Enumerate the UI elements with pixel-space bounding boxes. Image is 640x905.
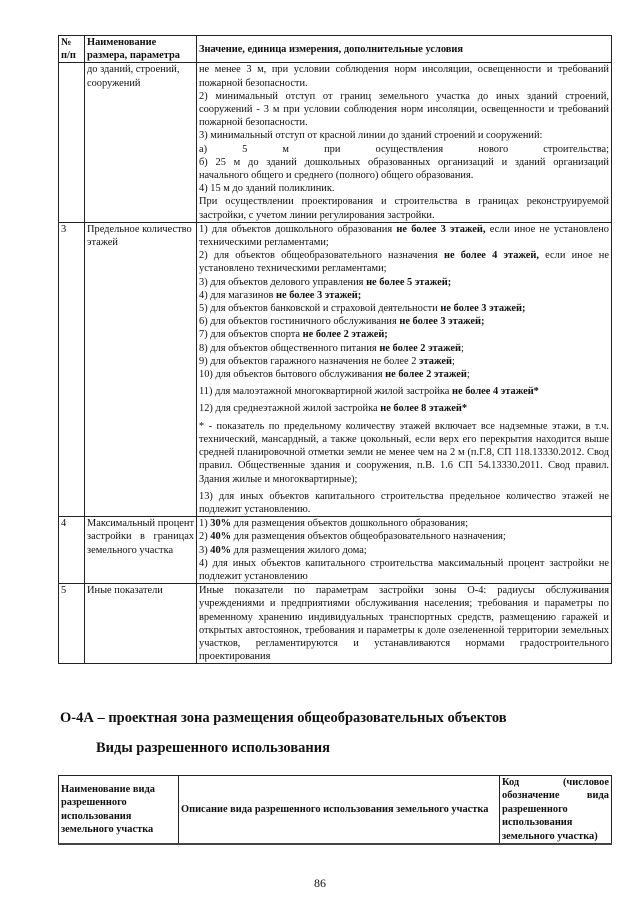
value-item [199, 517, 609, 530]
bold-value: не более 2 этажей; [302, 329, 388, 341]
item-text: 1) [199, 518, 211, 530]
row-num: 4 [59, 517, 85, 584]
item-text: для размещения объектов дошкольного образования; [231, 518, 469, 530]
header-num: № п/п [59, 36, 85, 63]
row-num: 5 [59, 584, 85, 664]
table-row [59, 222, 612, 516]
item-text: если иное не установлено техническими регламентами; [199, 223, 609, 249]
item-text: 8) для объектов общественного питания [199, 342, 380, 354]
item-text: 6) для объектов гостиничного обслуживания [199, 316, 400, 328]
bold-value: этажей [419, 355, 452, 367]
item-text: если иное не установлено техническими регламентами; [199, 250, 609, 275]
item-text: 10) для объектов бытового обслуживания [199, 369, 386, 381]
section-subheading: Виды разрешенного использования [96, 740, 330, 756]
table-row [59, 63, 612, 222]
value-item [199, 328, 609, 341]
value-item [199, 530, 609, 543]
row-value [197, 63, 612, 222]
permitted-use-table [58, 775, 612, 845]
item-text: 5) для объектов банковской и страховой деятельности [199, 303, 441, 315]
table-row [59, 517, 612, 584]
item-text: 4) для иных объектов капитального строительства максимальный процент застройки не подлежит установлению [199, 557, 609, 582]
item-text: 12) для среднеэтажной жилой застройка [199, 403, 381, 415]
footnote: * - показатель по предельному количеству этажей включает все надземные этажи, в т.ч. технический, мансардный, а также цокольный, если верх его перекрытия находится выше средней планировочной отметки земли не менее чем на 2 м (п.Г.8, СП 118.13330.2012. Свод правил. Общественные здания и сооружения, п.В. 1.6 СП 54.13330.2011. Свод правил. Здания жилые и многоквартирные); [199, 420, 609, 485]
row-name: Предельное количество этажей [85, 222, 197, 516]
bold-value: не более 2 этажей [379, 342, 461, 354]
row-value [197, 222, 612, 516]
bold-value: не более 3 этажей; [399, 316, 485, 328]
header-use-name: Наименование вида разрешенного использования земельного участка [59, 776, 179, 845]
value-item [199, 289, 609, 302]
value-line: 3) минимальный отступ от красной линии до зданий строений и сооружений: [199, 130, 543, 142]
value-item: 13) для иных объектов капитального строительства предельное количество этажей не подлежит установлению. [199, 490, 609, 515]
item-text: 9) для объектов гаражного назначения не более 2 [199, 355, 420, 367]
row-name: до зданий, строений, сооружений [85, 63, 197, 222]
value-line: 2) минимальный отступ от границ земельного участка до иных зданий строений, сооружений - 3 м при условии соблюдения норм инсоляции, освещенности и требований пожарной безопасности. [199, 90, 609, 129]
bold-value: не более 3 этажей; [276, 289, 362, 301]
table-header-row [59, 36, 612, 63]
bold-value: 40% [210, 531, 232, 543]
table-header-row [59, 776, 612, 845]
bold-value: 30% [210, 518, 232, 530]
row-num [59, 63, 85, 222]
value-line: 4) 15 м до зданий поликлиник. [199, 183, 335, 195]
value-item [199, 355, 609, 368]
parameters-table [58, 35, 612, 664]
page-number: 86 [314, 876, 326, 890]
item-text: 3) для объектов делового управления [199, 276, 367, 288]
row-value: Иные показатели по параметрам застройки зоны О-4: радиусы обслуживания учреждениями и предприятиями обслуживания населения; требования и параметры по временному хранению индивидуальных транспортных средств, размещению гаражей и открытых автостоянок, требования и параметры к доле озелененной территории земельных участков, регламентируются и устанавливаются нормами градостроительного проектирования [197, 584, 612, 664]
item-text: 7) для объектов спорта [199, 329, 303, 341]
value-item [199, 276, 609, 289]
header-use-description: Описание вида разрешенного использования земельного участка [179, 776, 500, 845]
item-text: для размещения объектов общеобразовательного назначения; [231, 531, 506, 543]
item-text: ; [466, 369, 470, 381]
item-text: 2) [199, 531, 211, 543]
bold-value: 40% [210, 544, 232, 556]
value-item [199, 249, 609, 275]
value-item [199, 402, 609, 415]
bold-value: не более 4 этажей* [452, 386, 539, 398]
bold-value: не более 4 этажей, [443, 250, 539, 262]
value-item [199, 557, 609, 583]
value-line: не менее 3 м, при условии соблюдения норм инсоляции, освещенности и требований пожарной безопасности. [199, 64, 609, 89]
value-item [199, 315, 609, 328]
zone-heading: О-4А – проектная зона размещения общеобразовательных объектов [60, 710, 507, 726]
row-num: 3 [59, 222, 85, 516]
item-text: 4) для магазинов [199, 289, 277, 301]
value-line: При осуществлении проектирования и строительства в границах реконструируемой застройки, с учетом линии регулирования застройки. [199, 196, 609, 221]
header-use-code: Код (числовое обозначение вида разрешенного использования земельного участка) [500, 776, 612, 845]
value-item [199, 223, 609, 249]
value-item [199, 342, 609, 355]
item-text: 3) [199, 544, 211, 556]
header-name: Наименование размера, параметра [85, 36, 197, 63]
value-item [199, 302, 609, 315]
bold-value: не более 5 этажей; [366, 276, 452, 288]
item-text: ; [451, 355, 455, 367]
row-value [197, 517, 612, 584]
bold-value: не более 2 этажей [385, 369, 467, 381]
row-name: Иные показатели [85, 584, 197, 664]
item-text: ; [460, 342, 464, 354]
bold-value: не более 3 этажей; [440, 303, 526, 315]
item-text: 11) для малоэтажной многоквартирной жилой застройка [199, 386, 453, 398]
table-row [59, 584, 612, 664]
bold-value: не более 3 этажей, [396, 223, 486, 235]
value-item [199, 385, 609, 398]
header-value: Значение, единица измерения, дополнительные условия [197, 36, 612, 63]
item-text: 1) для объектов дошкольного образования [199, 223, 397, 235]
value-item [199, 544, 609, 557]
row-name: Максимальный процент застройки в границах земельного участка [85, 517, 197, 584]
value-item [199, 368, 609, 381]
item-text: для размещения жилого дома; [231, 544, 367, 556]
value-line: б) 25 м до зданий дошкольных образованных организаций и зданий организаций начального общего и среднего (полного) общего образования. [199, 156, 609, 182]
item-text: 2) для объектов общеобразовательного назначения [199, 250, 444, 262]
bold-value: не более 8 этажей* [380, 403, 468, 415]
value-line: а) 5 м при осуществления нового строительства; [199, 143, 609, 155]
